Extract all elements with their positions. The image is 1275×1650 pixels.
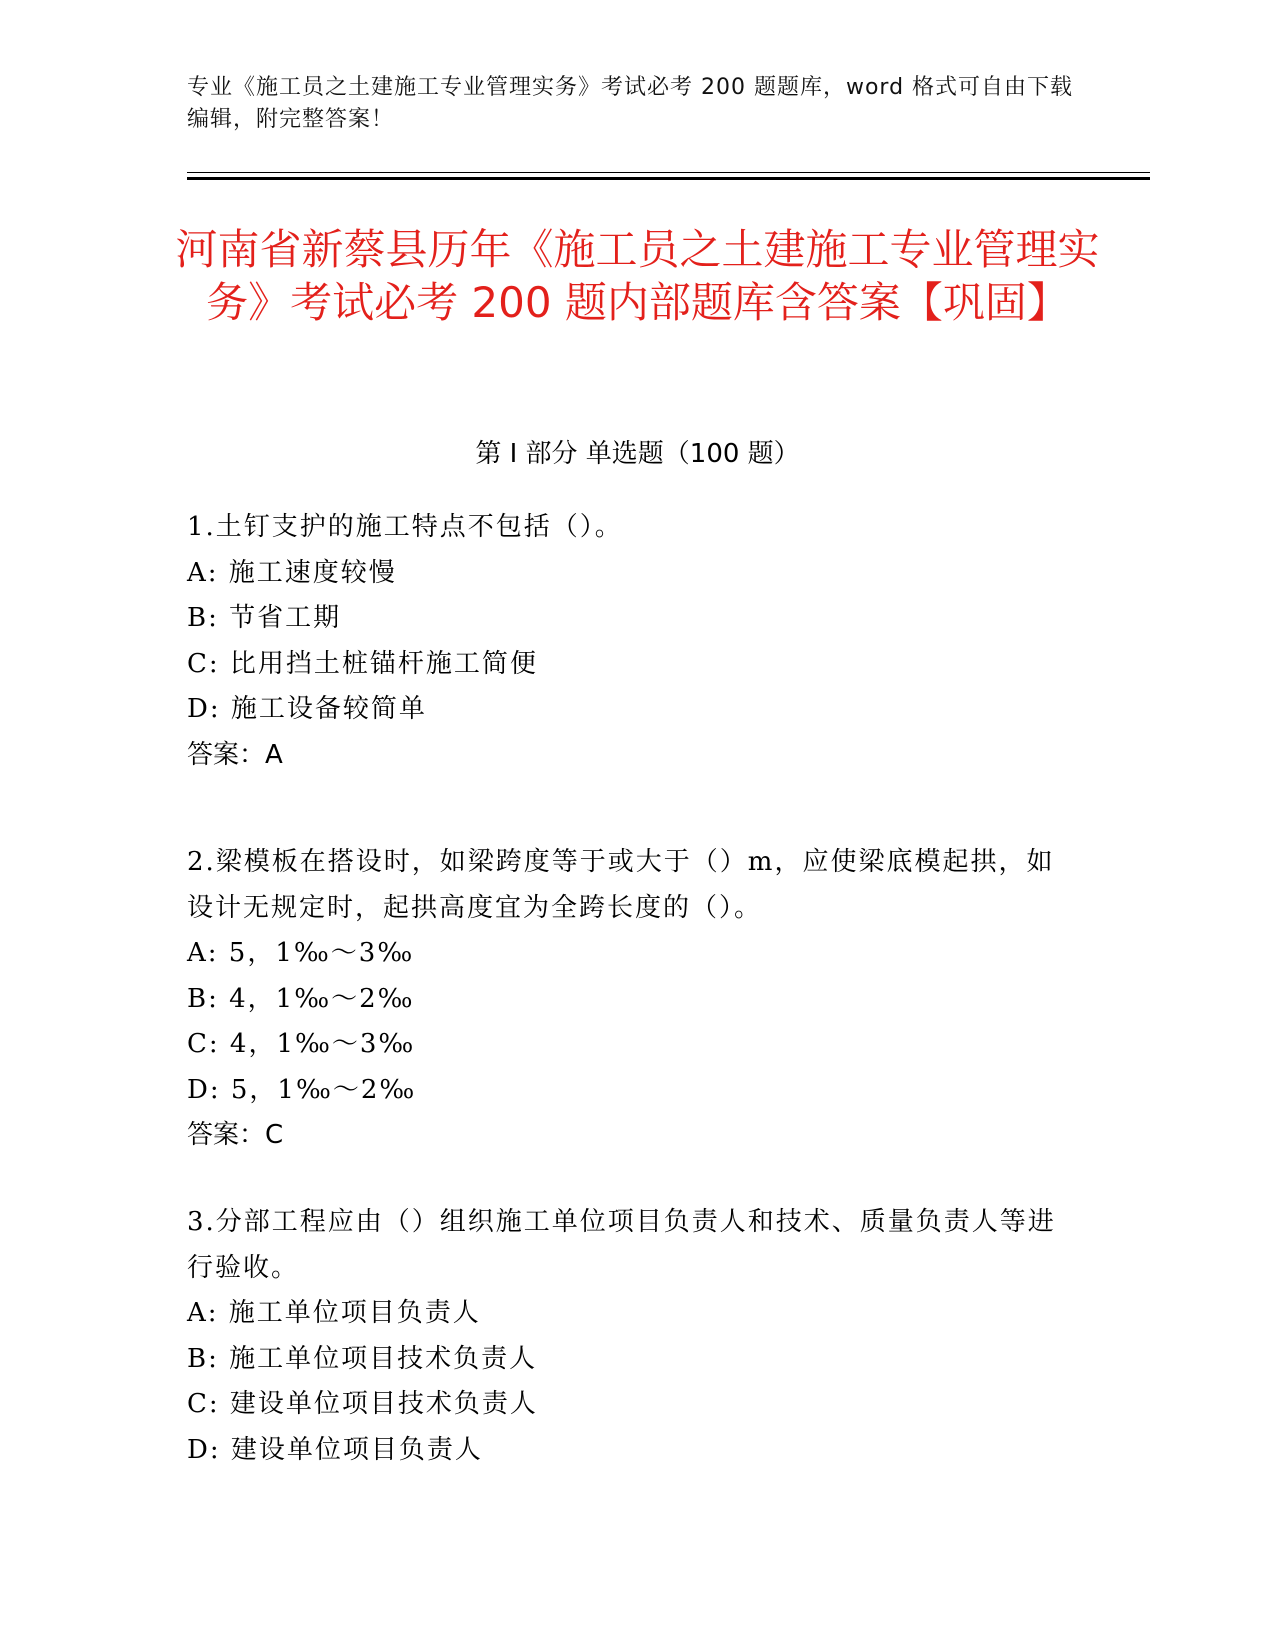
- question-stem: 2.梁模板在搭设时，如梁跨度等于或大于（）m，应使梁底模起拱，如设计无规定时，起拱高度宜为全跨长度的（）。: [187, 847, 1055, 923]
- option-d: D: 建设单位项目负责人: [187, 1434, 483, 1465]
- option-c: C: 比用挡土桩锚杆施工简便: [187, 648, 538, 679]
- question-stem: 1.土钉支护的施工特点不包括（）。: [187, 512, 623, 542]
- option-c: C: 建设单位项目技术负责人: [187, 1389, 538, 1419]
- option-a: A: 5，1‰～3‰: [187, 938, 415, 968]
- answer: 答案：C: [187, 1120, 284, 1150]
- option-b: B: 4，1‰～2‰: [187, 983, 415, 1014]
- header-divider-thick: [187, 177, 1150, 180]
- question-2: [187, 840, 1067, 1159]
- option-a: A: 施工速度较慢: [187, 557, 397, 588]
- question-3: [187, 1200, 1067, 1473]
- question-stem: 3.分部工程应由（）组织施工单位项目负责人和技术、质量负责人等进行验收。: [187, 1207, 1056, 1283]
- option-a: A: 施工单位项目负责人: [187, 1298, 481, 1328]
- option-b: B: 节省工期: [187, 603, 342, 633]
- header-note: 专业《施工员之土建施工专业管理实务》考试必考 200 题题库，word 格式可自由下载编辑，附完整答案！: [187, 75, 1074, 132]
- question-1: [187, 505, 1067, 778]
- section-heading: 第 I 部分 单选题（100 题）: [475, 439, 800, 469]
- option-d: D: 5，1‰～2‰: [187, 1074, 417, 1105]
- option-b: B: 施工单位项目技术负责人: [187, 1343, 538, 1374]
- answer: 答案：A: [187, 739, 283, 770]
- header-divider-thin: [187, 172, 1150, 173]
- option-c: C: 4，1‰～3‰: [187, 1029, 416, 1059]
- document-title: 河南省新蔡县历年《施工员之土建施工专业管理实务》考试必考 200 题内部题库含答案【巩固】: [175, 225, 1100, 327]
- option-d: D: 施工设备较简单: [187, 694, 427, 724]
